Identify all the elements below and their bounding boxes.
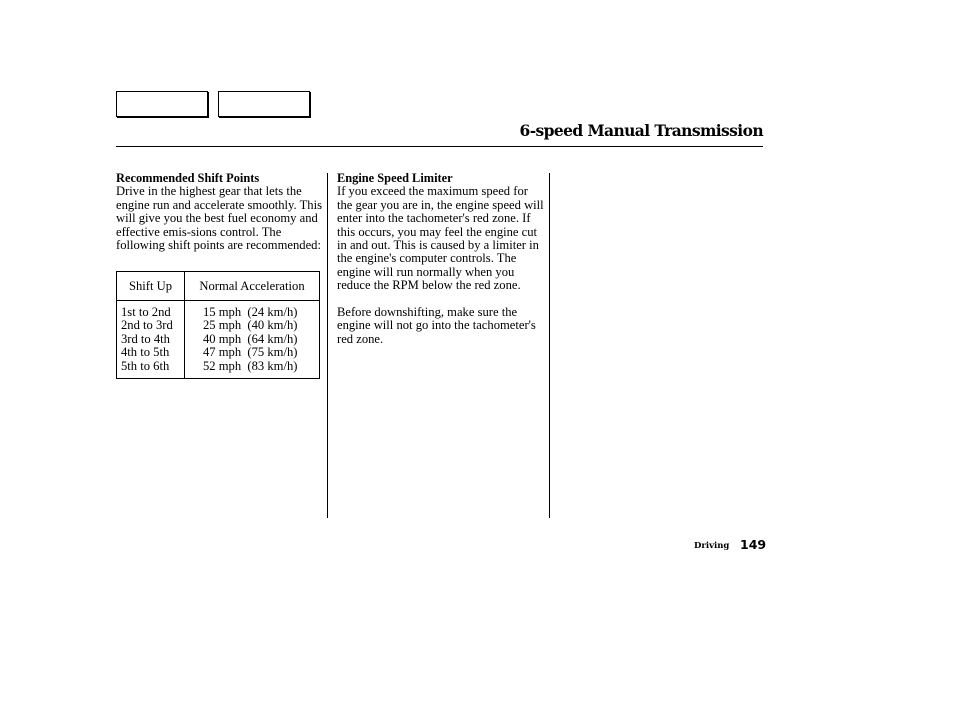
gear-cell: [117, 301, 185, 379]
header-rule: [116, 146, 763, 147]
left-column: [116, 172, 322, 252]
middle-column: [337, 172, 545, 346]
section-heading-shift-points: Recommended Shift Points: [116, 171, 260, 185]
page-number: 149: [740, 537, 767, 552]
gear-range: 1st to 2nd: [121, 305, 171, 319]
section-heading-speed-limiter: Engine Speed Limiter: [337, 171, 453, 185]
shift-speed: 47 mph (75 km/h): [203, 345, 298, 360]
column-header-shift-up: Shift Up: [117, 272, 185, 301]
gear-range: 5th to 6th: [121, 358, 170, 373]
shift-speed: 52 mph (83 km/h): [203, 358, 298, 373]
speed-cell: [185, 301, 320, 379]
footer-section-label: Driving: [694, 541, 730, 551]
gear-range: 4th to 5th: [121, 345, 170, 360]
next-page-button[interactable]: [218, 91, 310, 117]
speed-limiter-paragraph: If you exceed the maximum speed for the gear you are in, the engine speed will enter into the tachometer's red zone. If this occurs, you may feel the engine cut in and out. This is caused by a limiter in the engine's computer controls. The engine will run normally when you reduce the RPM below the red zone.: [337, 184, 544, 293]
table-header-row: [117, 272, 320, 301]
gear-range: 3rd to 4th: [121, 331, 170, 346]
table-body-row: [117, 301, 320, 379]
downshifting-paragraph: Before downshifting, make sure the engine will not go into the tachometer's red zone.: [337, 305, 536, 346]
page-title: 6-speed Manual Transmission: [519, 121, 763, 140]
shift-speed: 25 mph (40 km/h): [203, 318, 298, 333]
gear-range: 2nd to 3rd: [121, 318, 173, 333]
column-divider-right: [549, 173, 550, 518]
shift-points-table: [116, 271, 320, 379]
shift-points-paragraph: Drive in the highest gear that lets the engine run and accelerate smoothly. This will give you the best fuel economy and effective emis-sions control. The following shift points are recommended:: [116, 184, 322, 253]
shift-speed: 15 mph (24 km/h): [203, 305, 298, 319]
previous-page-button[interactable]: [116, 91, 208, 117]
shift-speed: 40 mph (64 km/h): [203, 331, 298, 346]
column-header-normal-acceleration: Normal Acceleration: [185, 272, 320, 301]
column-divider-left: [327, 173, 328, 518]
